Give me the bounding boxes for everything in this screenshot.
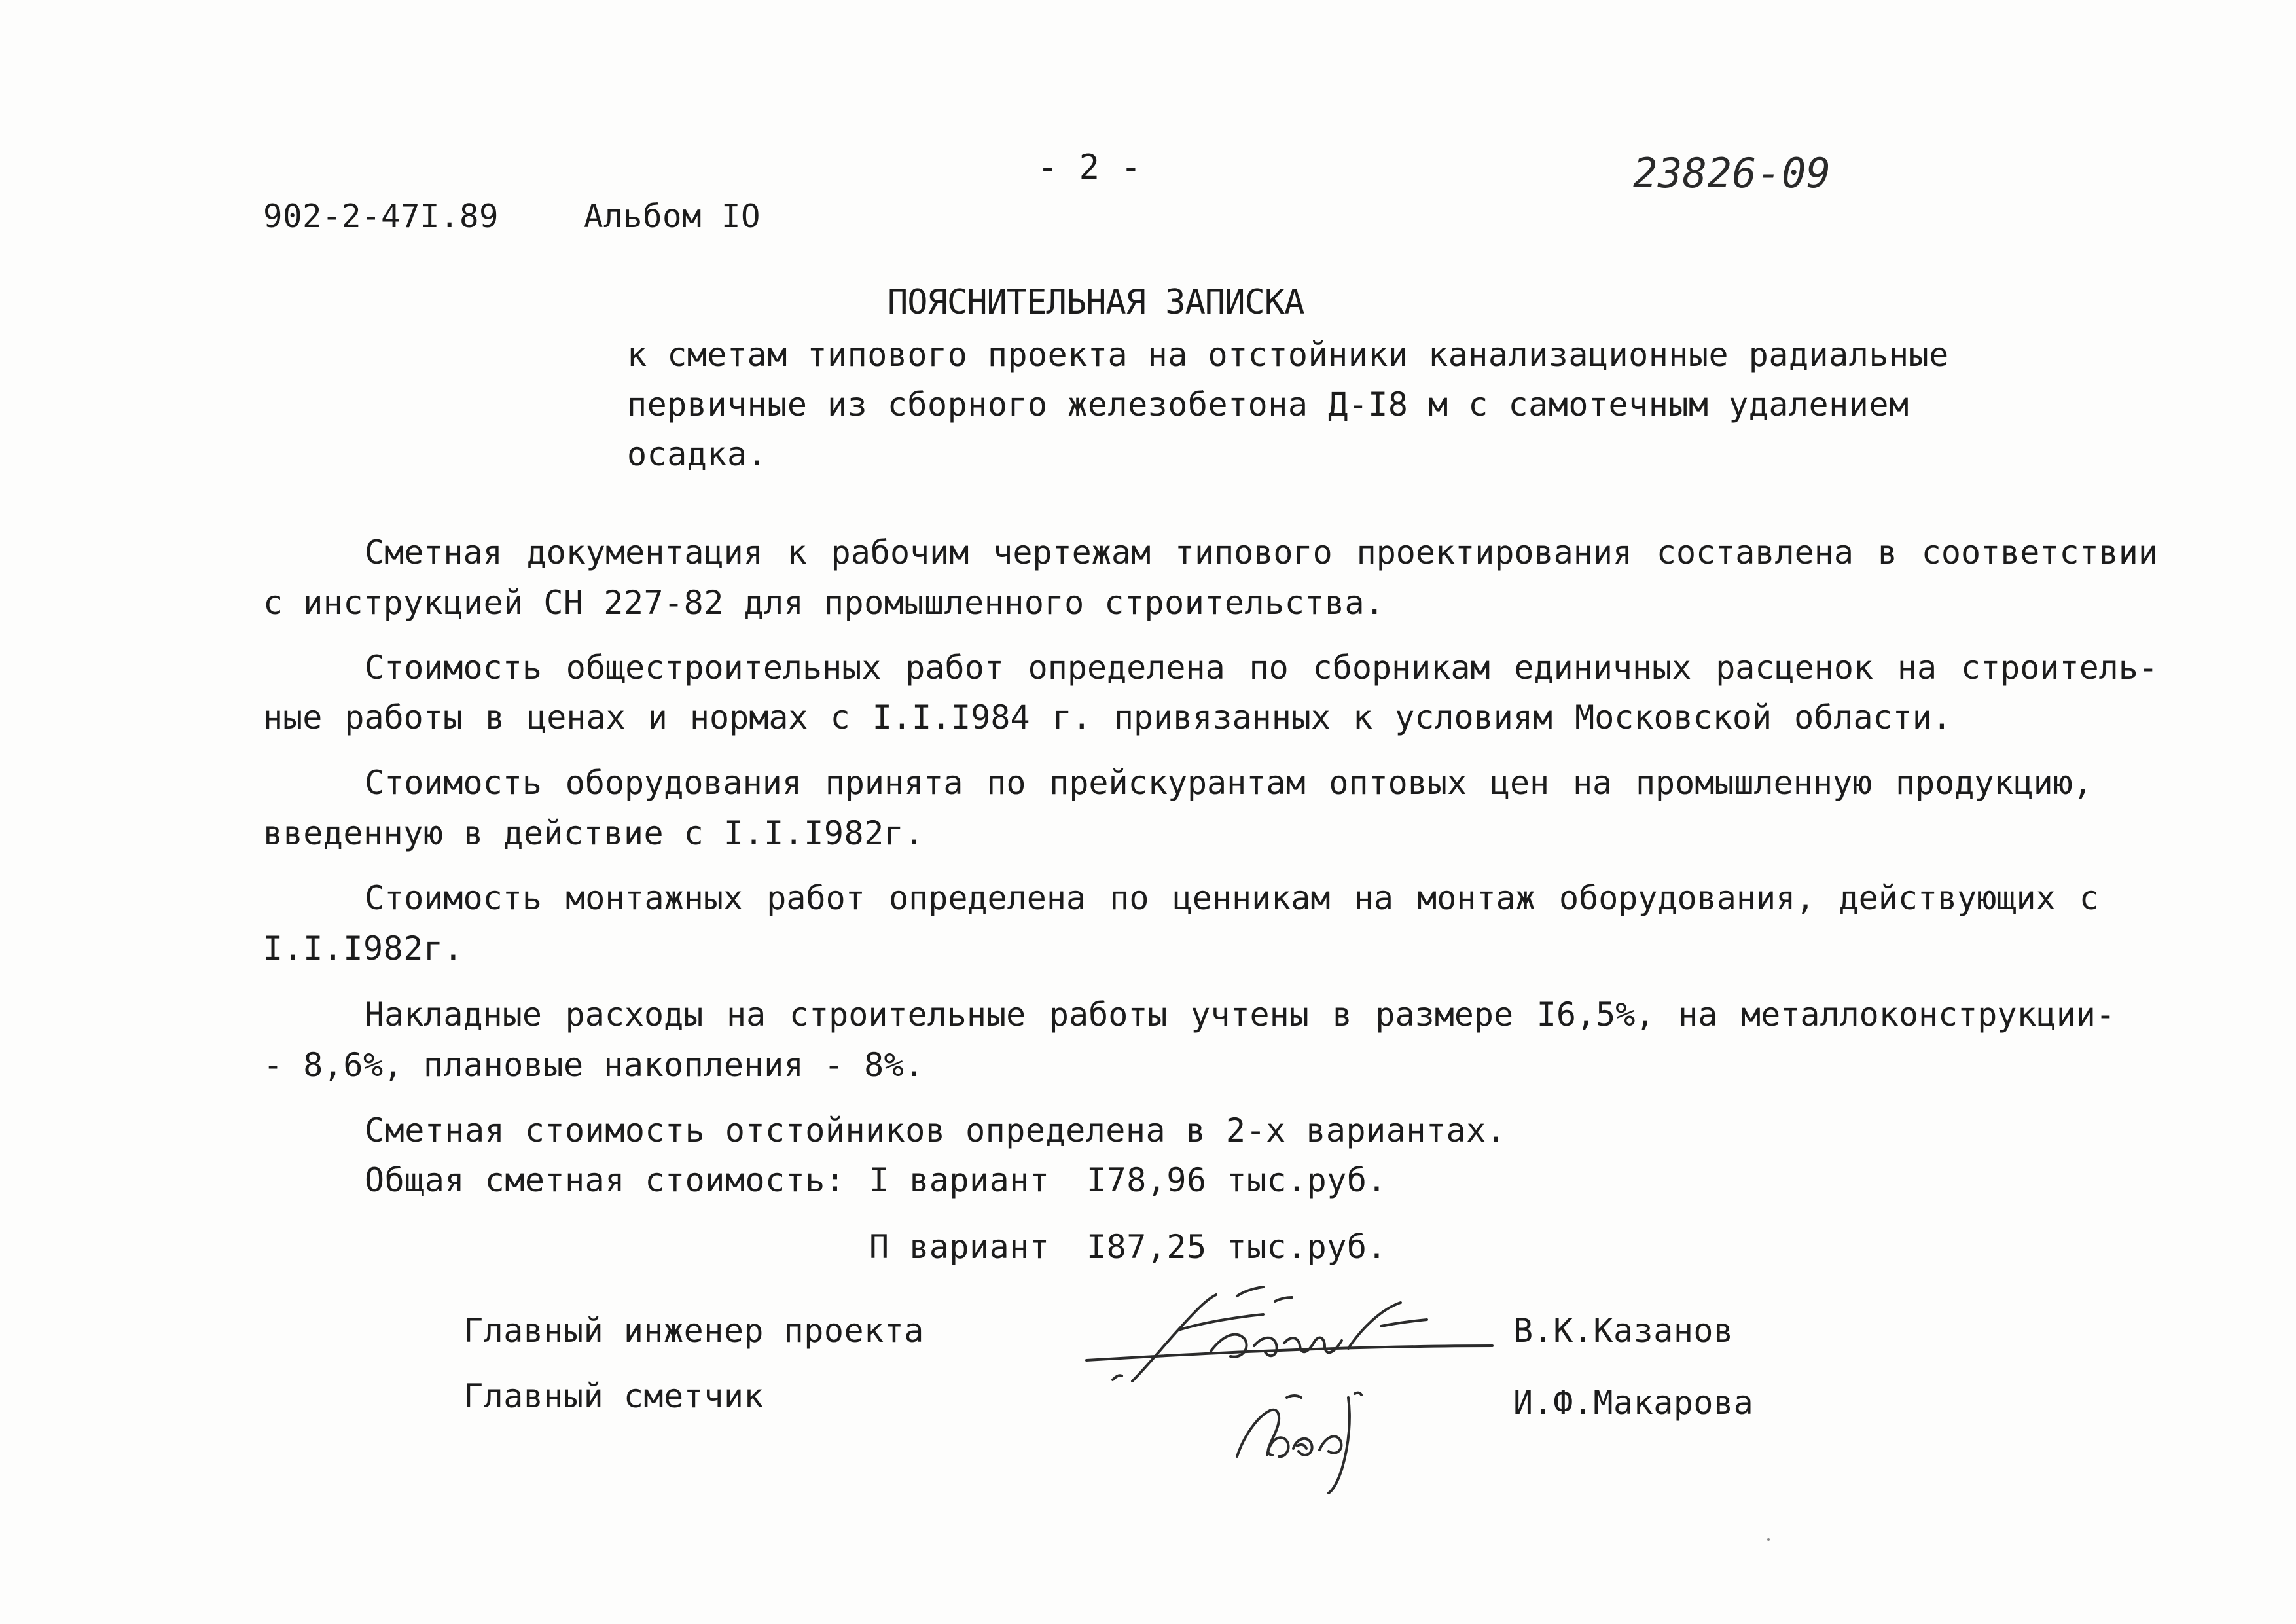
page-number: - 2 - bbox=[1037, 148, 1142, 187]
document-code: 23826-09 bbox=[1633, 149, 1831, 197]
signature-role-chief-estimator: Главный сметчик bbox=[463, 1377, 764, 1415]
paragraph-continuation: введенную в действие с I.I.I982г. bbox=[263, 814, 924, 852]
paper-speck bbox=[1767, 1538, 1770, 1541]
paragraph-continuation: ные работы в ценах и нормах с I.I.I984 г. привязанных к условиям Московской области. bbox=[263, 698, 1952, 736]
variant-1-label: I вариант bbox=[869, 1161, 1050, 1199]
paragraph-continuation: - 8,6%, плановые накопления - 8%. bbox=[263, 1046, 924, 1084]
subtitle-line: осадка. bbox=[627, 435, 768, 473]
paragraph-first-line: Стоимость оборудования принята по прейскурантам оптовых цен на промышленную продукцию, bbox=[365, 764, 2092, 802]
paragraph-continuation: с инструкцией СН 227-82 для промышленного строительства. bbox=[263, 584, 1385, 622]
handwritten-signature-chief-estimator bbox=[1224, 1378, 1394, 1496]
variant-2-value: I87,25 тыс.руб. bbox=[1086, 1228, 1388, 1266]
subtitle-line: первичные из сборного железобетона Д-I8 м с самотечным удалением bbox=[627, 386, 1909, 424]
signature-name-chief-estimator: И.Ф.Макарова bbox=[1513, 1384, 1754, 1422]
paragraph-first-line: Сметная документация к рабочим чертежам типового проектирования составлена в соответствии bbox=[365, 533, 2158, 571]
variant-1-value: I78,96 тыс.руб. bbox=[1086, 1161, 1388, 1199]
document-title: ПОЯСНИТЕЛЬНАЯ ЗАПИСКА bbox=[888, 283, 1304, 322]
project-code: 902-2-47I.89 bbox=[263, 198, 499, 235]
paragraph-first-line: Стоимость монтажных работ определена по ценникам на монтаж оборудования, действующих с bbox=[365, 879, 2099, 917]
album-label: Альбом IO bbox=[584, 198, 761, 235]
subtitle-line: к сметам типового проекта на отстойники канализационные радиальные bbox=[627, 336, 1949, 374]
signature-name-chief-engineer: В.К.Казанов bbox=[1513, 1312, 1734, 1350]
signature-role-chief-engineer: Главный инженер проекта bbox=[463, 1312, 924, 1350]
paragraph-continuation: I.I.I982г. bbox=[263, 929, 464, 967]
total-cost-label: Общая сметная стоимость: bbox=[365, 1161, 846, 1199]
variant-2-label: П вариант bbox=[869, 1228, 1050, 1266]
paragraph-first-line: Накладные расходы на строительные работы учтены в размере I6,5%, на металлоконструкции- bbox=[365, 996, 2115, 1034]
cost-summary-line: Сметная стоимость отстойников определена в 2-х вариантах. bbox=[365, 1111, 1507, 1149]
paragraph-first-line: Стоимость общестроительных работ определена по сборникам единичных расценок на строитель- bbox=[365, 649, 2158, 687]
